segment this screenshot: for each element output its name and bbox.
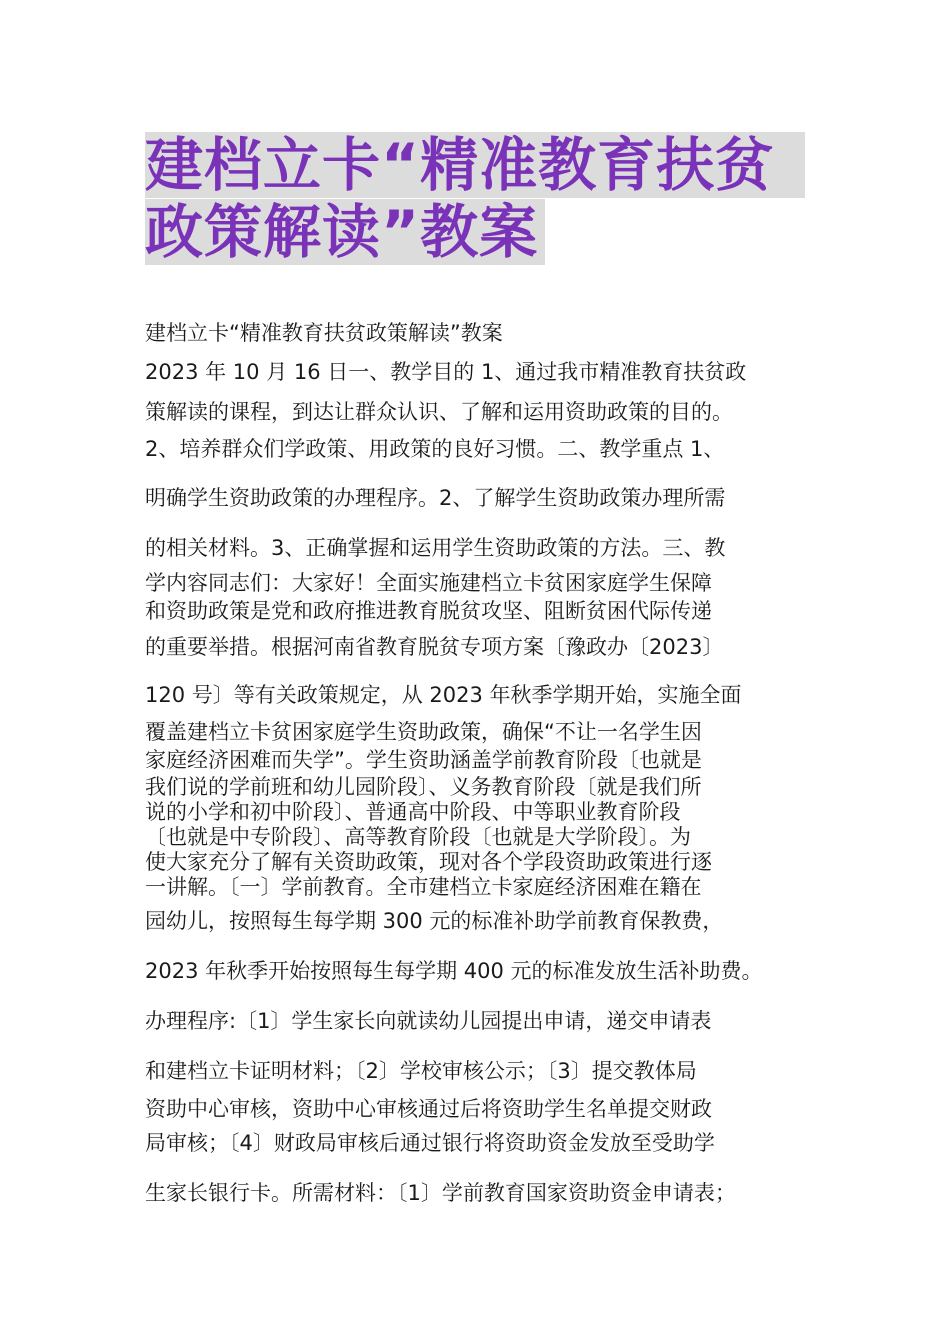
body-line: 覆盖建档立卡贫困家庭学生资助政策，确保“不让一名学生因 <box>145 720 702 744</box>
body-line: 园幼儿，按照每生每学期 300 元的标准补助学前教育保教费， <box>145 909 724 933</box>
body-line: 的相关材料。3、正确掌握和运用学生资助政策的方法。三、教 <box>145 536 726 560</box>
body-line: 的重要举措。根据河南省教育脱贫专项方案〔豫政办〔2023〕 <box>145 635 724 659</box>
body-line: 说的小学和初中阶段〕、普通高中阶段、中等职业教育阶段 <box>145 800 681 824</box>
body-line: 2023 年秋季开始按照每生每学期 400 元的标准发放生活补助费。 <box>145 959 763 983</box>
body-line: 家庭经济困难而失学”。学生资助涵盖学前教育阶段〔也就是 <box>145 748 702 772</box>
body-line: 策解读的课程，到达让群众认识、了解和运用资助政策的目的。 <box>145 400 733 424</box>
body-line: 和建档立卡证明材料；〔2〕学校审核公示；〔3〕提交教体局 <box>145 1059 697 1083</box>
document-title-line-1: 建档立卡“精准教育扶贫 <box>145 132 805 198</box>
body-line: 明确学生资助政策的办理程序。2、了解学生资助政策办理所需 <box>145 486 726 510</box>
body-line: 生家长银行卡。所需材料：〔1〕学前教育国家资助资金申请表； <box>145 1181 736 1205</box>
subtitle-line: 建档立卡“精准教育扶贫政策解读”教案 <box>145 321 503 345</box>
body-line: 办理程序:〔1〕学生家长向就读幼儿园提出申请，递交申请表 <box>145 1009 712 1033</box>
body-line: 使大家充分了解有关资助政策，现对各个学段资助政策进行逐 <box>145 850 712 874</box>
body-line: 我们说的学前班和幼儿园阶段〕、义务教育阶段〔就是我们所 <box>145 775 702 799</box>
body-line: 一讲解。〔一〕学前教育。全市建档立卡家庭经济困难在籍在 <box>145 875 702 899</box>
body-line: 资助中心审核，资助中心审核通过后将资助学生名单提交财政 <box>145 1097 712 1121</box>
body-line: 学内容同志们：大家好！全面实施建档立卡贫困家庭学生保障 <box>145 571 712 595</box>
body-line: 120 号〕等有关政策规定，从 2023 年秋季学期开始，实施全面 <box>145 683 742 707</box>
body-line: 和资助政策是党和政府推进教育脱贫攻坚、阻断贫困代际传递 <box>145 599 712 623</box>
document-title-line-2: 政策解读”教案 <box>145 199 545 265</box>
body-line: 2023 年 10 月 16 日一、教学目的 1、通过我市精准教育扶贫政 <box>145 360 747 384</box>
body-line: 2、培养群众们学政策、用政策的良好习惯。二、教学重点 1、 <box>145 437 725 461</box>
body-line: 局审核；〔4〕财政局审核后通过银行将资助资金发放至受助学 <box>145 1131 715 1155</box>
body-line: 〔也就是中专阶段〕、高等教育阶段〔也就是大学阶段〕。为 <box>145 825 691 849</box>
